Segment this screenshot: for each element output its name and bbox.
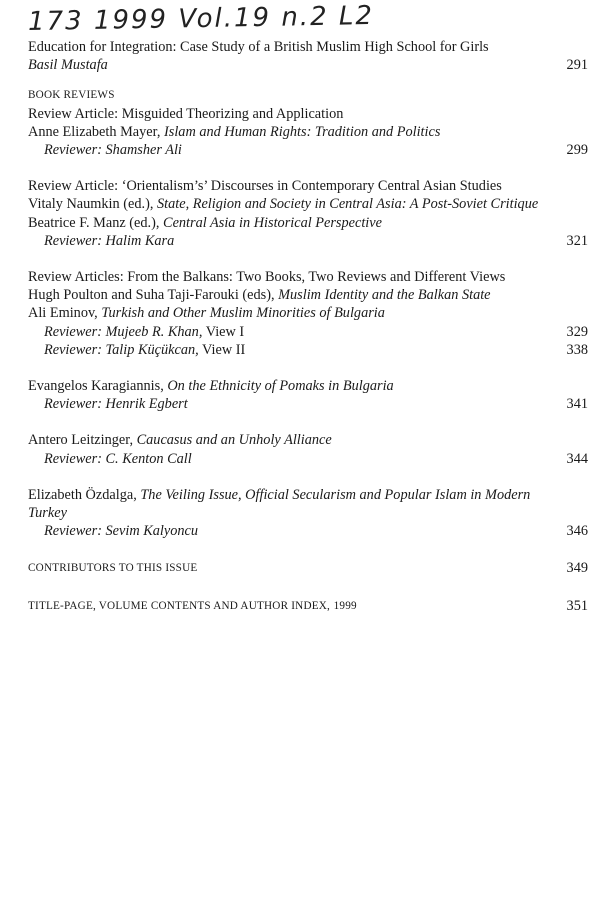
book-title: Central Asia in Historical Perspective bbox=[163, 214, 382, 231]
page-number: 351 bbox=[566, 597, 588, 614]
page-number: 338 bbox=[566, 341, 588, 358]
article-author-line bbox=[28, 56, 588, 74]
book-title: State, Religion and Society in Central Asia: A Post-Soviet Critique bbox=[156, 196, 539, 213]
page-number: 329 bbox=[566, 323, 588, 340]
section-heading: BOOK REVIEWS bbox=[28, 89, 115, 102]
page-number: 349 bbox=[566, 560, 588, 577]
contributors-heading: CONTRIBUTORS TO THIS ISSUE bbox=[28, 562, 198, 575]
book-author: Vitaly Naumkin (ed.), bbox=[28, 196, 154, 213]
reviewer: Reviewer: C. Kenton Call bbox=[44, 450, 192, 467]
reviewer-line bbox=[28, 341, 588, 359]
book-title: On the Ethnicity of Pomaks in Bulgaria bbox=[167, 378, 394, 395]
table-of-contents bbox=[28, 38, 588, 615]
book-author: Beatrice F. Manz (ed.), bbox=[28, 214, 160, 231]
book-author: Anne Elizabeth Mayer, bbox=[28, 123, 161, 140]
reviewed-book bbox=[28, 286, 588, 304]
review-view-label: View II bbox=[202, 341, 246, 358]
page-number: 299 bbox=[566, 142, 588, 159]
book-title: Islam and Human Rights: Tradition and Politics bbox=[164, 123, 441, 140]
reviewer-line bbox=[28, 141, 588, 159]
page-number: 344 bbox=[566, 450, 588, 467]
reviewer: Reviewer: Shamsher Ali bbox=[44, 142, 182, 159]
reviewer-line bbox=[28, 450, 588, 468]
page-number: 341 bbox=[566, 396, 588, 413]
book-author: Ali Eminov, bbox=[28, 305, 98, 322]
book-author: Antero Leitzinger, bbox=[28, 432, 134, 449]
reviewed-book bbox=[28, 486, 588, 522]
reviewed-book bbox=[28, 195, 588, 213]
page-number: 321 bbox=[566, 232, 588, 249]
book-title: Turkish and Other Muslim Minorities of Bulgaria bbox=[101, 305, 385, 322]
page-number: 346 bbox=[566, 523, 588, 540]
review-article-title: Review Articles: From the Balkans: Two Books, Two Reviews and Different Views bbox=[28, 269, 506, 286]
reviewer: Reviewer: Mujeeb R. Khan, bbox=[44, 323, 203, 340]
page-number: 291 bbox=[566, 57, 588, 74]
reviewer: Reviewer: Talip Küçükcan, bbox=[44, 341, 199, 358]
reviewer-line bbox=[28, 323, 588, 341]
contributors-line bbox=[28, 558, 588, 577]
reviewed-book bbox=[28, 214, 588, 232]
reviewer: Reviewer: Henrik Egbert bbox=[44, 396, 188, 413]
reviewer: Reviewer: Halim Kara bbox=[44, 232, 175, 249]
book-author: Elizabeth Özdalga, bbox=[28, 486, 137, 503]
index-year: 1999 bbox=[333, 599, 357, 612]
book-author: Evangelos Karagiannis, bbox=[28, 378, 164, 395]
reviewer: Reviewer: Sevim Kalyoncu bbox=[44, 523, 199, 540]
reviewed-book bbox=[28, 123, 588, 141]
reviewer-line bbox=[28, 522, 588, 540]
reviewed-book bbox=[28, 377, 588, 395]
review-article-title: Review Article: ‘Orientalism’s’ Discourses in Contemporary Central Asian Studies bbox=[28, 178, 502, 195]
article-title: Education for Integration: Case Study of a British Muslim High School for Girls bbox=[28, 39, 489, 55]
reviewer-line bbox=[28, 395, 588, 413]
handwritten-annotation: 173 1999 Vol.19 n.2 L2 bbox=[27, 0, 375, 38]
article-author: Basil Mustafa bbox=[28, 57, 108, 74]
reviewer-line bbox=[28, 232, 588, 250]
review-view-label: View I bbox=[205, 323, 245, 340]
reviewed-book bbox=[28, 431, 588, 449]
book-title: The Veiling Issue, Official Secularism and Popular Islam in Modern Turkey bbox=[28, 486, 531, 522]
book-author: Hugh Poulton and Suha Taji-Farouki (eds), bbox=[28, 287, 275, 304]
book-title: Caucasus and an Unholy Alliance bbox=[136, 432, 332, 449]
reviewed-book bbox=[28, 304, 588, 322]
book-title: Muslim Identity and the Balkan State bbox=[278, 287, 491, 304]
index-line bbox=[28, 596, 588, 615]
index-heading: TITLE-PAGE, VOLUME CONTENTS AND AUTHOR INDEX, bbox=[28, 599, 331, 612]
review-article-title: Review Article: Misguided Theorizing and Application bbox=[28, 105, 344, 122]
